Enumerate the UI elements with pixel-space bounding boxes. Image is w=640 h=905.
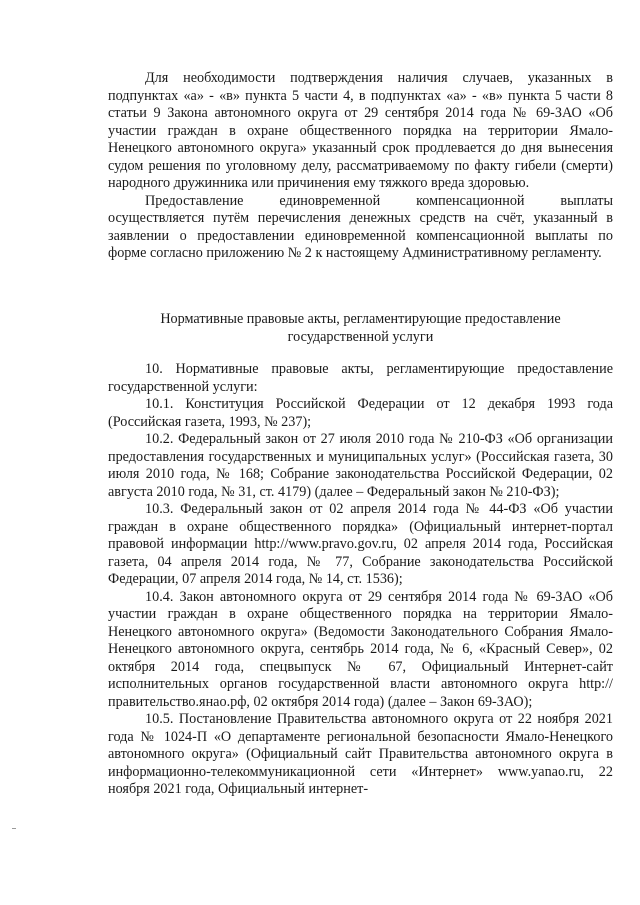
scan-artifact bbox=[12, 828, 16, 829]
list-item-10-5: 10.5. Постановление Правительства автономного округа от 22 ноября 2021 года № 1024-П «О департаменте региональной безопасности Ямало-Ненецкого автономного округа» (Официальный сайт Правительства автономного округа в информационно-телекоммуникационной сети «Интернет» www.yanao.ru, 22 ноября 2021 года, Официальный интернет- bbox=[108, 711, 613, 797]
section-heading bbox=[108, 311, 613, 346]
paragraph-payment-method: Предоставление единовременной компенсационной выплаты осуществляется путём перечисления денежных средств на счёт, указанный в заявлении о предоставлении единовременной компенсационной выплаты по форме согласно приложению № 2 к настоящему Административному регламенту. bbox=[108, 192, 613, 261]
section-heading-line-1: Нормативные правовые акты, регламентирующие предоставление bbox=[160, 311, 561, 327]
intro-section bbox=[108, 70, 613, 263]
section-heading-line-2: государственной услуги bbox=[287, 328, 434, 345]
list-item-10: 10. Нормативные правовые акты, регламентирующие предоставление государственной услуги: bbox=[108, 361, 613, 395]
paragraph-deadline-extension: Для необходимости подтверждения наличия случаев, указанных в подпунктах «а» - «в» пункта 5 части 4, в подпунктах «а» - «в» пункта 5 части 8 статьи 9 Закона автономного округа от 29 сентября 2014 года № 69-ЗАО «Об участии граждан в охране общественного порядка на территории Ямало-Ненецкого автономного округа» указанный срок продлевается до дня вынесения судом решения по уголовному делу, рассматриваемому по факту гибели (смерти) народного дружинника или причинения ему тяжкого вреда здоровью. bbox=[108, 70, 613, 191]
list-item-10-2: 10.2. Федеральный закон от 27 июля 2010 года № 210-ФЗ «Об организации предоставления государственных и муниципальных услуг» (Российская газета, 30 июля 2010 года, № 168; Собрание законодательства Российской Федерации, 02 августа 2010 года, № 31, ст. 4179) (далее – Федеральный закон № 210-ФЗ); bbox=[108, 431, 613, 500]
list-item-10-4: 10.4. Закон автономного округа от 29 сентября 2014 года № 69-ЗАО «Об участии граждан в охране общественного порядка на территории Ямало-Ненецкого автономного округа» (Ведомости Законодательного Собрания Ямало-Ненецкого автономного округа, сентябрь 2014 года, № 6, «Красный Север», 02 октября 2014 года, спецвыпуск № 67, Официальный Интернет-сайт исполнительных органов государственной власти автономного округа http://правительство.янао.рф, 02 октября 2014 года) (далее – Закон 69-ЗАО); bbox=[108, 588, 613, 710]
list-item-10-1: 10.1. Конституция Российской Федерации от 12 декабря 1993 года (Российская газета, 1993, № 237); bbox=[108, 396, 613, 430]
legal-acts-list bbox=[108, 361, 613, 799]
list-item-10-3: 10.3. Федеральный закон от 02 апреля 2014 года № 44-ФЗ «Об участии граждан в охране общественного порядка» (Официальный интернет-портал правовой информации http://www.pravo.gov.ru, 02 апреля 2014 года, Российская газета, 04 апреля 2014 года, № 77, Собрание законодательства Российской Федерации, 07 апреля 2014 года, № 14, ст. 1536); bbox=[108, 501, 613, 587]
